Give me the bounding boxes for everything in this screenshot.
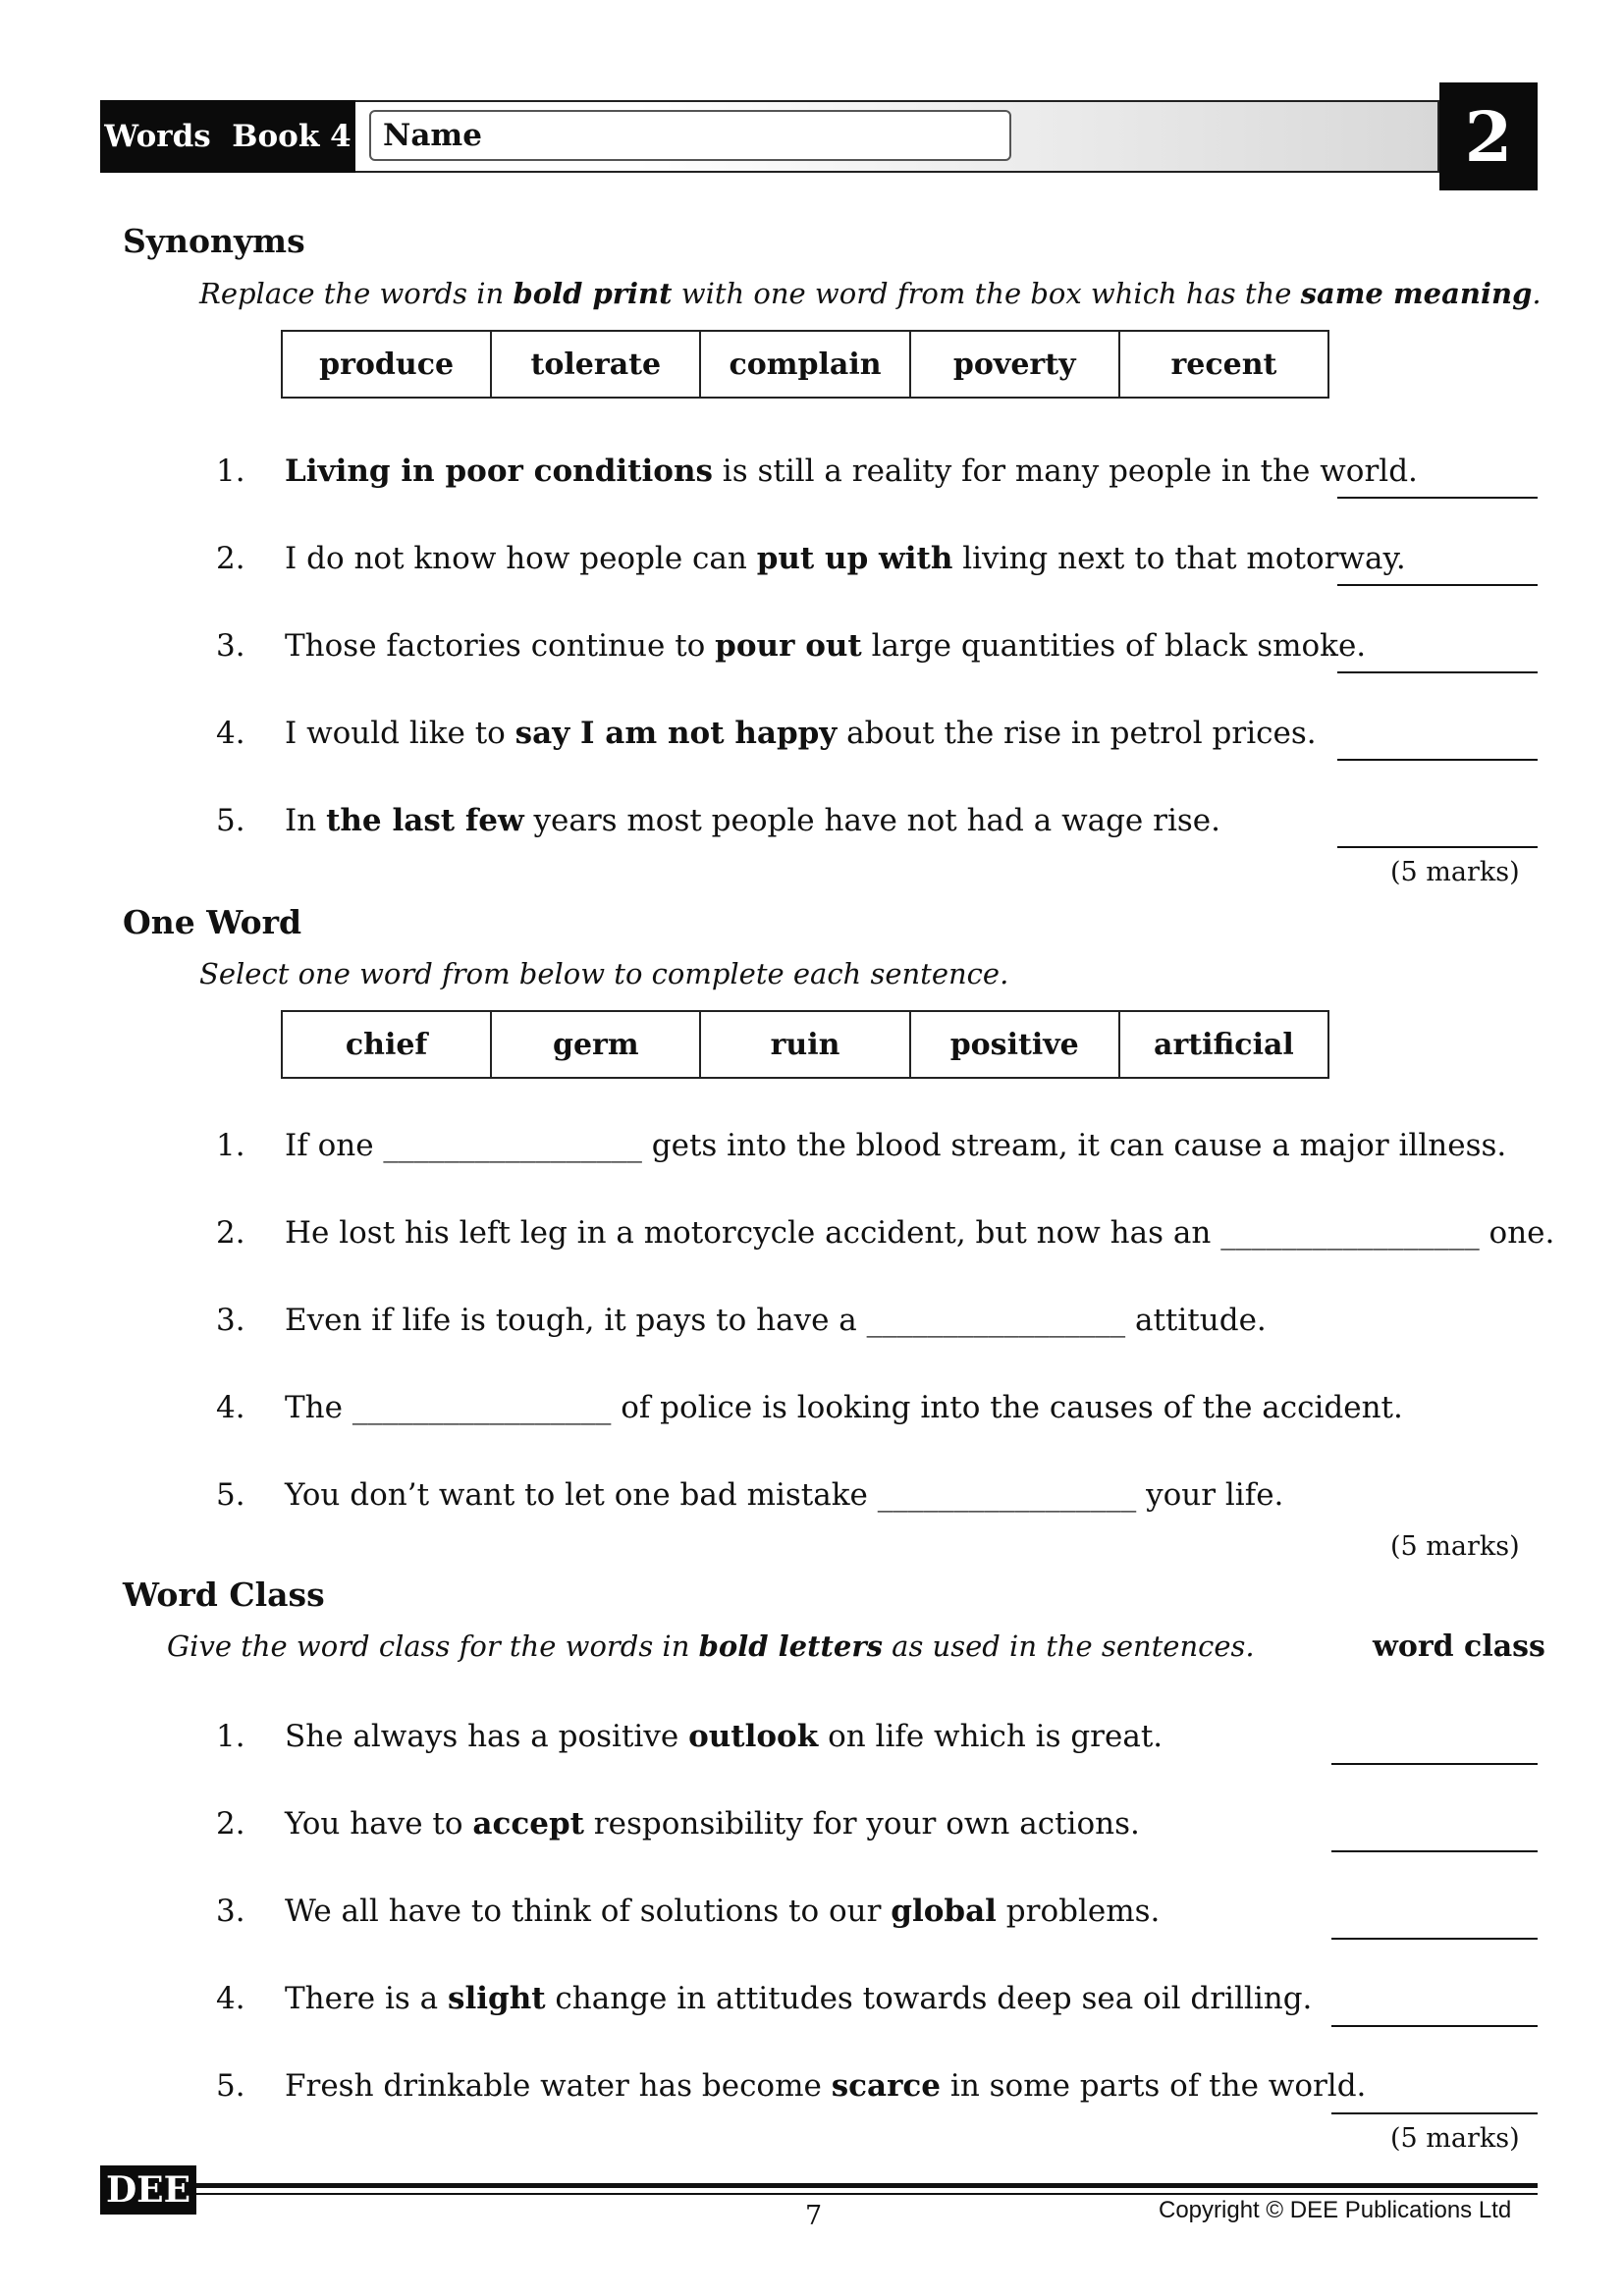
word-box-cell: artificial <box>1154 1027 1294 1062</box>
word-class-question: 5. Fresh drinkable water has become scarce in some parts of the world. <box>216 2068 1367 2104</box>
name-label: Name <box>383 118 482 153</box>
synonym-question: 3. Those factories continue to pour out large quantities of black smoke. <box>216 628 1367 664</box>
synonyms-word-box <box>281 330 1329 399</box>
one-word-marks: (5 marks) <box>1390 1531 1520 1562</box>
dee-logo: DEE <box>100 2165 196 2215</box>
word-class-instructions: Give the word class for the words in bold letters as used in the sentences. <box>167 1629 1255 1663</box>
word-class-question: 1. She always has a positive outlook on life which is great. <box>216 1719 1164 1754</box>
book-label: Words Book 4 <box>100 100 355 173</box>
answer-line[interactable] <box>1337 846 1538 848</box>
synonyms-title: Synonyms <box>123 222 305 260</box>
word-class-marks: (5 marks) <box>1390 2123 1520 2154</box>
word-box-cell: positive <box>911 1012 1120 1077</box>
word-box-cell: tolerate <box>492 332 701 397</box>
answer-line[interactable] <box>1331 1763 1538 1765</box>
one-word-word-box <box>281 1010 1329 1079</box>
answer-line[interactable] <box>1337 497 1538 499</box>
one-word-question: 3. Even if life is tough, it pays to have a _________________ attitude. <box>216 1303 1267 1338</box>
answer-line[interactable] <box>1331 1938 1538 1940</box>
one-word-question: 4. The _________________ of police is looking into the causes of the accident. <box>216 1390 1403 1425</box>
word-class-question: 3. We all have to think of solutions to our global problems. <box>216 1894 1161 1929</box>
answer-line[interactable] <box>1331 1850 1538 1852</box>
answer-line[interactable] <box>1331 2025 1538 2027</box>
word-box-cell: produce <box>283 332 492 397</box>
answer-line[interactable] <box>1337 671 1538 673</box>
synonyms-marks: (5 marks) <box>1390 857 1520 887</box>
synonyms-instructions: Replace the words in bold print with one word from the box which has the same meaning. <box>199 277 1542 310</box>
synonym-question: 5. In the last few years most people have not had a wage rise. <box>216 803 1220 838</box>
page-number: 7 <box>805 2201 823 2231</box>
word-box-cell: chief <box>283 1012 492 1077</box>
word-class-question: 4. There is a slight change in attitudes towards deep sea oil drilling. <box>216 1981 1313 2016</box>
word-class-title: Word Class <box>123 1575 325 1614</box>
word-box-cell: ruin <box>701 1012 910 1077</box>
answer-line[interactable] <box>1337 584 1538 586</box>
footer-rule-thin <box>196 2193 1538 2195</box>
name-field[interactable] <box>369 110 1011 161</box>
one-word-question: 5. You don’t want to let one bad mistake _________________ your life. <box>216 1477 1284 1513</box>
word-box-cell: poverty <box>911 332 1120 397</box>
word-class-question: 2. You have to accept responsibility for your own actions. <box>216 1806 1140 1842</box>
sheet-number: 2 <box>1439 82 1538 190</box>
synonym-question: 2. I do not know how people can put up with living next to that motorway. <box>216 541 1406 576</box>
word-box-cell: germ <box>492 1012 701 1077</box>
word-box-cell: recent <box>1170 347 1277 382</box>
one-word-title: One Word <box>123 903 302 941</box>
word-class-column-heading: word class <box>1373 1629 1545 1664</box>
answer-line[interactable] <box>1331 2112 1538 2114</box>
copyright: Copyright © DEE Publications Ltd <box>1159 2197 1512 2223</box>
synonym-question: 1. Living in poor conditions is still a reality for many people in the world. <box>216 454 1418 489</box>
one-word-instructions: Select one word from below to complete each sentence. <box>199 957 1009 990</box>
synonym-question: 4. I would like to say I am not happy about the rise in petrol prices. <box>216 716 1317 751</box>
footer-rule-thick <box>196 2183 1538 2188</box>
word-box-cell: complain <box>701 332 910 397</box>
one-word-question: 2. He lost his left leg in a motorcycle accident, but now has an _________________ one. <box>216 1215 1555 1251</box>
one-word-question: 1. If one _________________ gets into the blood stream, it can cause a major illness. <box>216 1128 1507 1163</box>
answer-line[interactable] <box>1337 759 1538 761</box>
